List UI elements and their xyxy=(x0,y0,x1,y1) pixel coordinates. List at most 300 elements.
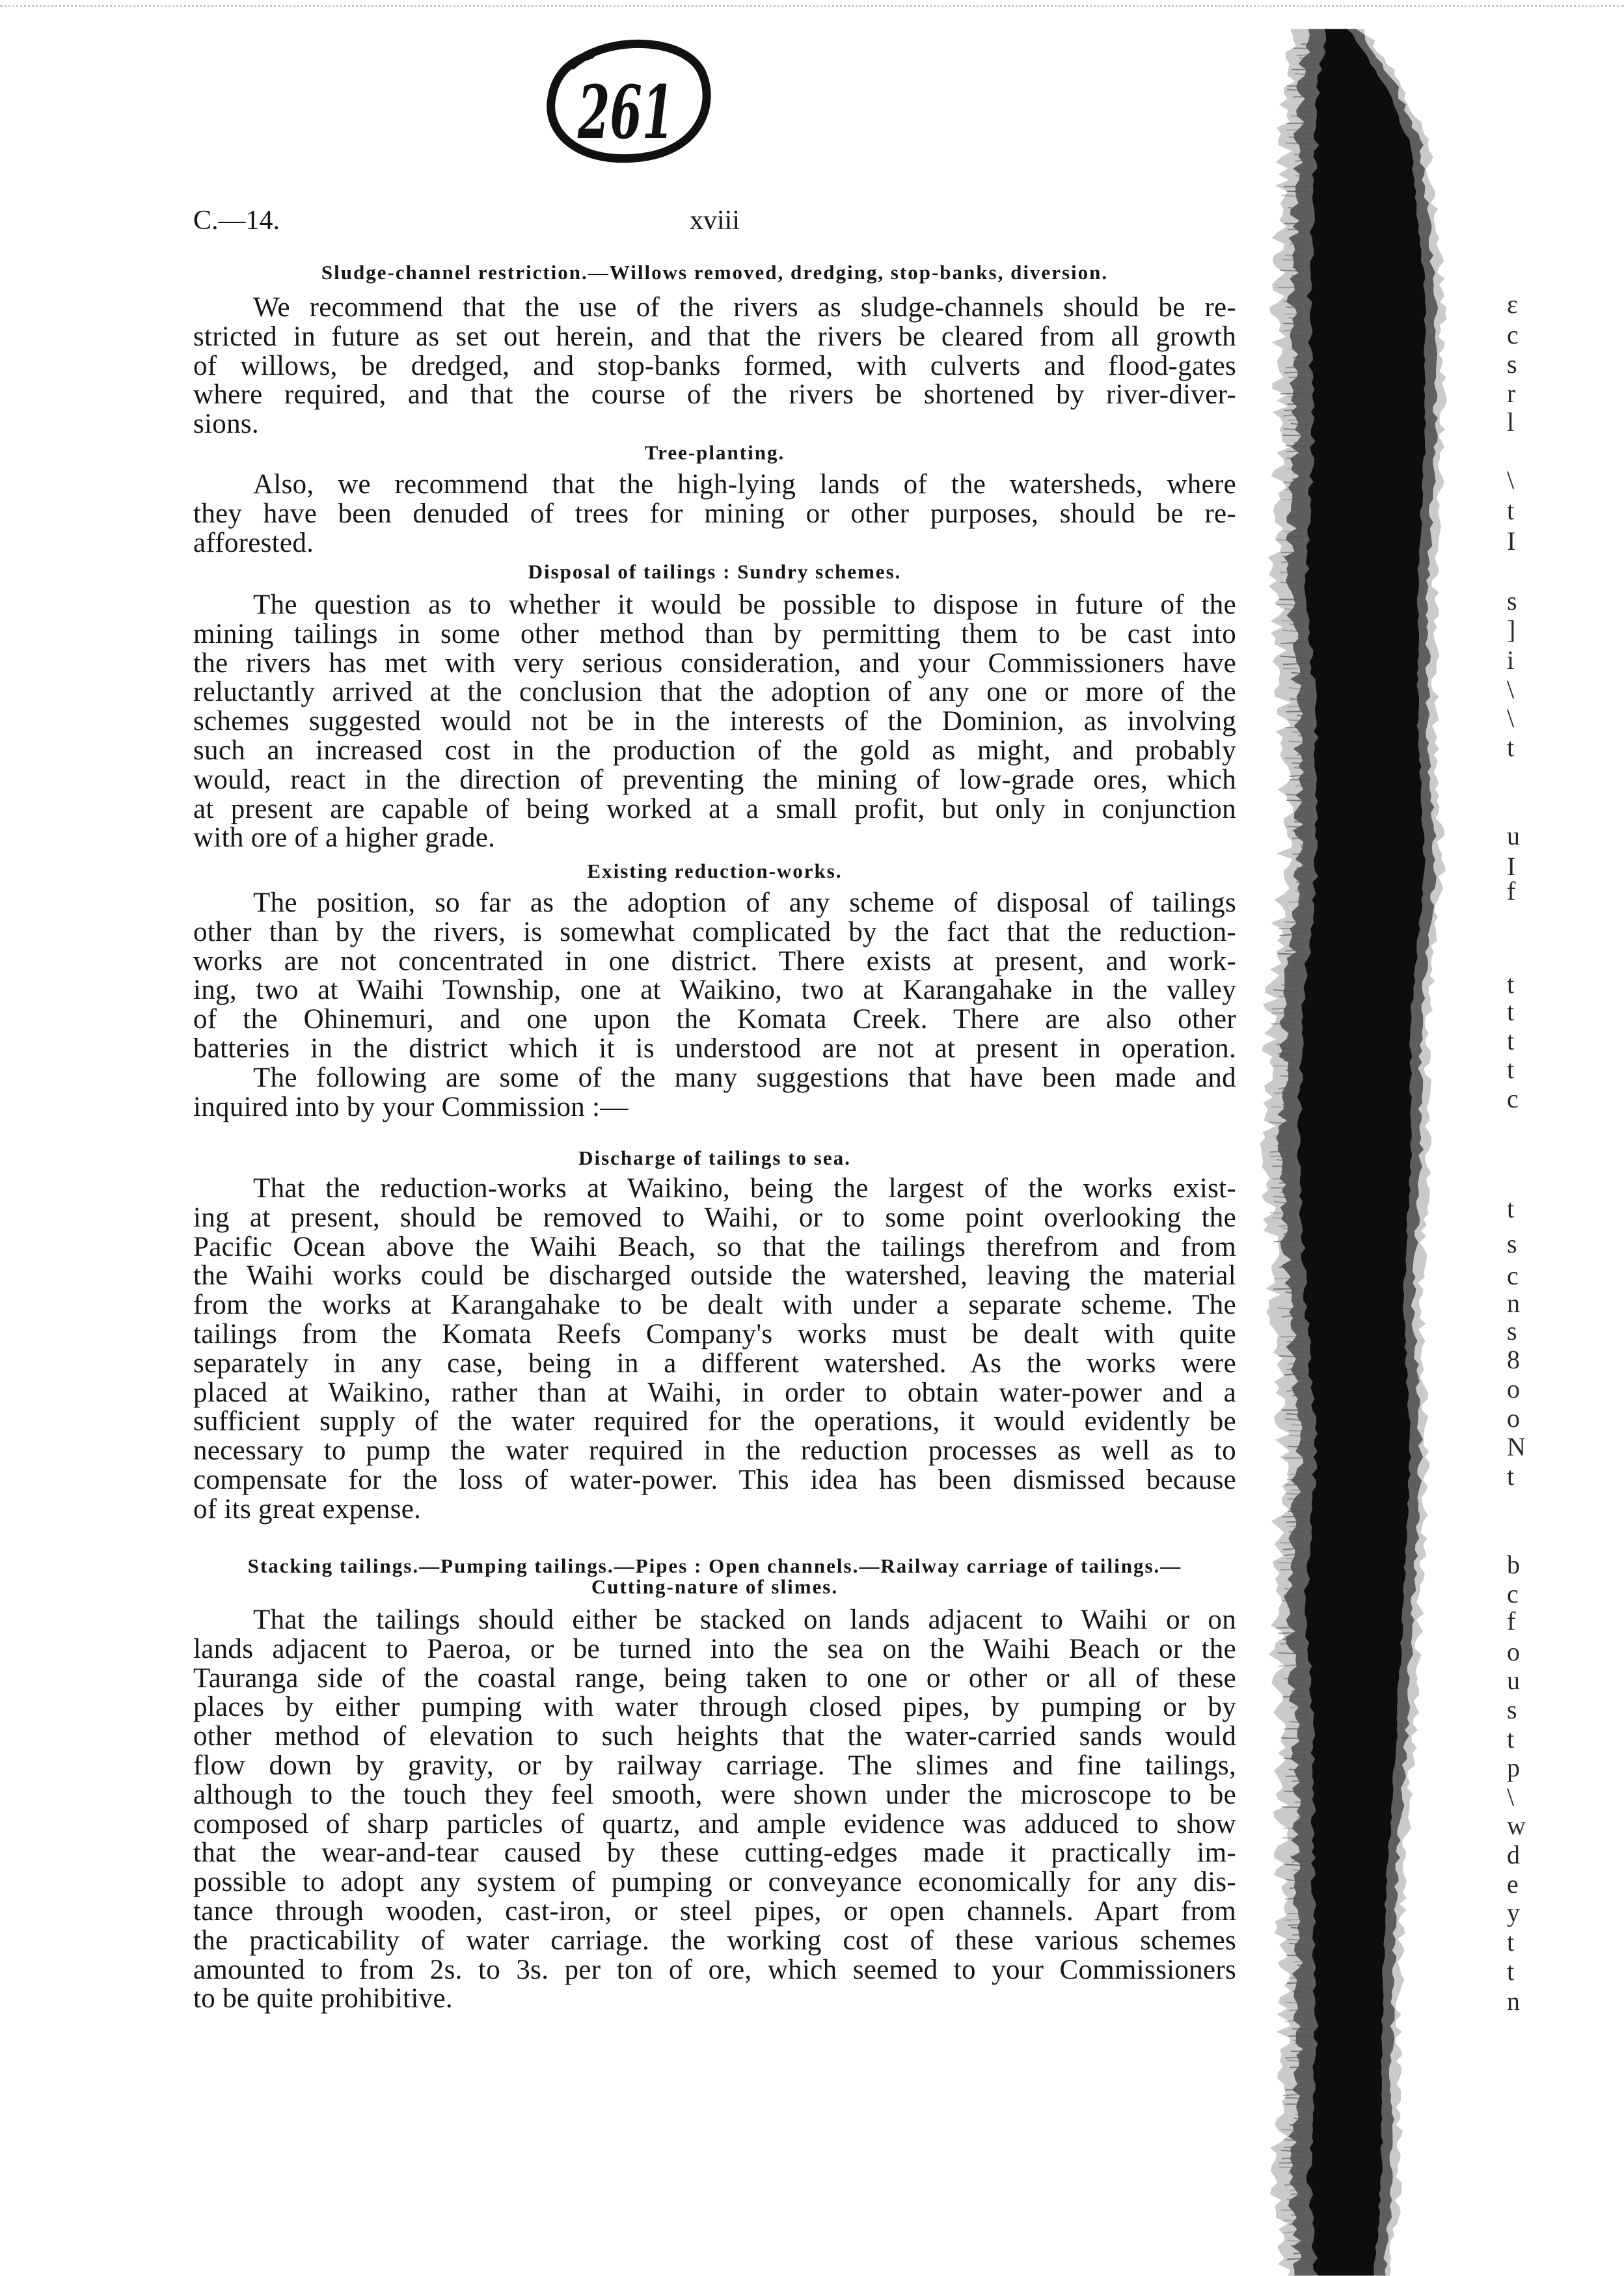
binding-shadow-hair xyxy=(1290,2125,1306,2126)
binding-shadow-hair xyxy=(1285,949,1303,951)
binding-shadow-hair xyxy=(1299,695,1308,696)
binding-shadow-hair xyxy=(1292,1250,1298,1251)
binding-shadow-hair xyxy=(1291,424,1308,425)
text-line: of willows, be dredged, and stop-banks formed, with culverts and flood-gates xyxy=(193,350,1236,381)
facing-page-fragment: l xyxy=(1507,407,1515,437)
binding-shadow-hair xyxy=(1295,1330,1302,1331)
binding-shadow-hair xyxy=(1296,1659,1303,1660)
binding-shadow-hair xyxy=(1281,552,1302,553)
binding-shadow-core xyxy=(1297,29,1426,2276)
binding-shadow-hair xyxy=(1301,843,1311,845)
text-line: of its great expense. xyxy=(193,1493,422,1524)
binding-shadow-hair xyxy=(1279,1632,1303,1633)
binding-shadow-hair xyxy=(1287,959,1301,960)
binding-shadow-hair xyxy=(1284,2139,1305,2141)
facing-page-fragment: c xyxy=(1507,320,1519,349)
binding-shadow-hair xyxy=(1292,340,1305,342)
binding-shadow-hair xyxy=(1301,1844,1307,1845)
facing-page-fragment: t xyxy=(1507,496,1515,525)
facing-page-fragment: p xyxy=(1507,1753,1520,1782)
binding-shadow-hair xyxy=(1277,1653,1303,1654)
binding-shadow-hair xyxy=(1283,664,1306,665)
binding-shadow-hair xyxy=(1272,1008,1297,1009)
binding-shadow-edge xyxy=(1277,29,1439,2276)
binding-shadow-hair xyxy=(1293,472,1306,473)
section-heading xyxy=(193,1556,1236,1597)
binding-shadow-hair xyxy=(1295,2136,1306,2137)
binding-shadow-hair xyxy=(1288,720,1310,722)
text-line: tance through wooden, cast-iron, or steel pipes, or open channels. Apart from xyxy=(193,1895,1236,1927)
text-line: The question as to whether it would be possible to dispose in future of the xyxy=(253,589,1236,620)
binding-shadow-hair xyxy=(1288,1034,1296,1035)
binding-shadow-hair xyxy=(1270,1156,1293,1157)
binding-shadow-hair xyxy=(1293,521,1303,522)
binding-shadow-hair xyxy=(1294,1299,1300,1300)
binding-shadow-hair xyxy=(1284,1679,1305,1681)
folio-circle xyxy=(551,44,707,158)
binding-shadow-hair xyxy=(1292,266,1305,267)
binding-shadow-hair xyxy=(1301,2083,1308,2085)
text-line: although to the touch they feel smooth, were shown under the microscope to be xyxy=(193,1779,1236,1810)
binding-shadow-hair xyxy=(1291,493,1305,494)
binding-shadow-hair xyxy=(1294,441,1307,443)
binding-shadow-hair xyxy=(1297,169,1309,170)
binding-shadow-hair xyxy=(1299,1755,1308,1756)
binding-shadow-hair xyxy=(1300,1797,1308,1798)
binding-shadow-hair xyxy=(1295,1377,1306,1379)
binding-shadow-hair xyxy=(1290,515,1304,517)
text-line: the rivers has met with very serious consideration, and your Commissioners have xyxy=(193,647,1236,679)
binding-shadow-hair xyxy=(1289,2035,1310,2037)
binding-shadow-hair xyxy=(1290,1615,1301,1617)
binding-shadow-hair xyxy=(1294,2118,1306,2120)
facing-page-fragment: I xyxy=(1507,526,1516,556)
binding-shadow-hair xyxy=(1278,1053,1295,1055)
page-number: xviii xyxy=(689,206,740,236)
binding-shadow-hair xyxy=(1295,1403,1307,1405)
binding-shadow-hair xyxy=(1292,1394,1306,1396)
binding-shadow-hair xyxy=(1277,604,1302,605)
binding-shadow-hair xyxy=(1298,735,1310,737)
binding-shadow-hair xyxy=(1290,699,1308,700)
binding-shadow-hair xyxy=(1289,137,1311,139)
facing-page-fragment: o xyxy=(1507,1374,1520,1403)
binding-shadow-hair xyxy=(1291,1606,1301,1607)
text-line: amounted to from 2s. to 3s. per ton of ore, which seemed to your Commissioners xyxy=(193,1954,1236,1985)
text-line: necessary to pump the water required in the reduction processes as well as to xyxy=(193,1435,1236,1467)
facing-page-fragment: 8 xyxy=(1507,1345,1520,1374)
binding-shadow-hair xyxy=(1282,1315,1301,1317)
binding-shadow-hair xyxy=(1284,1048,1295,1050)
binding-shadow-hair xyxy=(1283,1234,1297,1236)
binding-shadow-hair xyxy=(1282,2157,1305,2158)
binding-shadow-hair xyxy=(1274,1135,1294,1136)
binding-shadow-hair xyxy=(1281,2150,1305,2152)
text-line: composed of sharp particles of quartz, and ample evidence was adduced to show xyxy=(193,1808,1236,1839)
binding-shadow-hair xyxy=(1275,1278,1299,1279)
binding-shadow-hair xyxy=(1295,2114,1306,2115)
binding-shadow-hair xyxy=(1301,847,1310,849)
text-line: Pacific Ocean above the Waihi Beach, so that the tailings therefrom and from xyxy=(193,1231,1236,1262)
binding-shadow-hair xyxy=(1301,1442,1310,1443)
binding-shadow-hair xyxy=(1287,1479,1308,1480)
page-header xyxy=(193,206,1236,235)
binding-shadow-hair xyxy=(1296,1713,1306,1714)
binding-shadow-hair xyxy=(1286,191,1308,192)
binding-shadow-hair xyxy=(1293,2253,1308,2254)
text-line: placed at Waikino, rather than at Waihi, in order to obtain water-power and a xyxy=(193,1377,1236,1408)
binding-shadow-hair xyxy=(1276,1627,1302,1628)
text-line: batteries in the district which it is understood are not at present in operation. xyxy=(193,1033,1236,1064)
text-line: sions. xyxy=(193,409,259,440)
text-line: We recommend that the use of the rivers as sludge-channels should be re- xyxy=(253,292,1236,323)
binding-shadow-hair xyxy=(1281,985,1299,986)
binding-shadow-hair xyxy=(1277,539,1303,541)
binding-shadow-hair xyxy=(1301,1718,1306,1720)
binding-shadow-hair xyxy=(1286,128,1311,130)
binding-shadow-hair xyxy=(1292,1584,1301,1585)
binding-shadow-hair xyxy=(1284,1758,1307,1760)
section-heading xyxy=(193,861,1236,882)
text-line: at present are capable of being worked at a small profit, but only in conjunction xyxy=(193,793,1236,824)
binding-shadow-hair xyxy=(1301,1834,1308,1836)
binding-shadow-hair xyxy=(1284,2184,1304,2185)
binding-shadow-hair xyxy=(1293,2040,1310,2041)
facing-page-fragment: \ xyxy=(1507,703,1515,733)
binding-shadow-hair xyxy=(1283,414,1307,416)
text-line: would, react in the direction of preventing the mining of low-grade ores, which xyxy=(193,764,1236,795)
binding-shadow-hair xyxy=(1282,1103,1294,1105)
binding-shadow-hair xyxy=(1290,976,1301,977)
binding-shadow-hair xyxy=(1284,531,1303,532)
binding-shadow-hair xyxy=(1294,595,1301,596)
binding-shadow-hair xyxy=(1284,1728,1307,1729)
binding-shadow-hair xyxy=(1302,1908,1308,1910)
binding-shadow-hair xyxy=(1282,195,1308,197)
facing-page-fragment: c xyxy=(1507,1261,1519,1290)
binding-shadow-hair xyxy=(1295,1997,1310,1998)
text-line: sufficient supply of the water required for the operations, it would evidently be xyxy=(193,1406,1236,1437)
facing-page-fragment: t xyxy=(1507,997,1515,1026)
binding-shadow-hair xyxy=(1294,647,1305,649)
facing-page-fragment: I xyxy=(1507,852,1516,881)
binding-shadow-hair xyxy=(1283,323,1305,325)
facing-page-fragment: y xyxy=(1507,1898,1520,1927)
binding-shadow-hair xyxy=(1284,1828,1308,1829)
text-line: the Waihi works could be discharged outside the watershed, leaving the material xyxy=(193,1260,1236,1292)
binding-shadow-hair xyxy=(1296,1384,1306,1385)
text-line: That the tailings should either be stacked on lands adjacent to Waihi or on xyxy=(253,1605,1236,1635)
binding-shadow-hair xyxy=(1295,502,1304,504)
binding-shadow-hair xyxy=(1283,1548,1304,1550)
text-line: tailings from the Komata Reefs Company's works must be dealt with quite xyxy=(193,1318,1236,1349)
binding-shadow-hair xyxy=(1297,753,1311,755)
binding-shadow-hair xyxy=(1280,1336,1303,1337)
facing-page-fragment: b xyxy=(1507,1550,1520,1579)
binding-shadow-hair xyxy=(1290,1722,1307,1723)
binding-shadow-hair xyxy=(1287,981,1299,983)
binding-shadow-hair xyxy=(1281,2130,1306,2131)
binding-shadow-hair xyxy=(1273,1166,1293,1167)
binding-shadow-hair xyxy=(1276,1044,1295,1045)
binding-shadow-hair xyxy=(1288,1040,1296,1042)
binding-shadow-hair xyxy=(1280,393,1306,394)
binding-shadow-hair xyxy=(1300,2109,1307,2111)
binding-shadow-hair xyxy=(1303,112,1312,113)
binding-shadow-hair xyxy=(1299,462,1306,464)
binding-shadow-hair xyxy=(1285,1864,1308,1865)
binding-shadow-hair xyxy=(1286,568,1301,569)
text-line: other method of elevation to such heights that the water-carried sands would xyxy=(193,1721,1236,1752)
binding-shadow-hair xyxy=(1282,1246,1297,1248)
binding-shadow-hair xyxy=(1288,404,1307,405)
binding-shadow-hair xyxy=(1283,2231,1308,2232)
binding-shadow-hair xyxy=(1293,96,1312,97)
facing-page-fragment: s xyxy=(1507,1316,1517,1346)
facing-page-fragment: f xyxy=(1507,1606,1516,1636)
heading-line: Stacking tailings.—Pumping tailings.—Pipes : Open channels.—Railway carriage of tailings.— xyxy=(247,1554,1182,1577)
binding-shadow-hair xyxy=(1273,990,1298,992)
binding-shadow-hair xyxy=(1279,2167,1304,2168)
binding-shadow-hair xyxy=(1299,58,1316,59)
binding-shadow-hair xyxy=(1293,1903,1308,1904)
binding-shadow-hair xyxy=(1294,74,1314,75)
binding-shadow-hair xyxy=(1288,2240,1308,2242)
binding-shadow-hair xyxy=(1293,1991,1310,1993)
binding-shadow-hair xyxy=(1277,1159,1293,1161)
binding-shadow-hair xyxy=(1282,1837,1308,1839)
heading-line: Existing reduction-works. xyxy=(587,860,843,882)
text-line: places by either pumping with water through closed pipes, by pumping or by xyxy=(193,1692,1236,1723)
facing-page-fragment: s xyxy=(1507,586,1517,616)
binding-shadow-hair xyxy=(1287,1262,1298,1264)
binding-shadow-hair xyxy=(1286,1070,1295,1072)
binding-shadow-hair xyxy=(1274,1202,1295,1204)
text-line: schemes suggested would not be in the interests of the Dominion, as involving xyxy=(193,706,1236,737)
binding-shadow-hair xyxy=(1284,1919,1308,1921)
binding-shadow-hair xyxy=(1282,556,1301,558)
binding-shadow-hair xyxy=(1292,2029,1310,2030)
binding-shadow-hair xyxy=(1299,182,1309,183)
binding-shadow-hair xyxy=(1293,1869,1308,1871)
binding-shadow-hair xyxy=(1288,1435,1309,1437)
binding-shadow-hair xyxy=(1297,651,1306,653)
binding-shadow-hair xyxy=(1284,1589,1301,1591)
paragraph xyxy=(193,1606,1236,2014)
facing-page-fragment: \ xyxy=(1507,1782,1515,1811)
binding-shadow-hair xyxy=(1286,800,1310,801)
binding-shadow-halo xyxy=(1260,29,1447,2276)
binding-shadow-hair xyxy=(1296,880,1309,882)
binding-shadow-hair xyxy=(1287,2061,1309,2062)
binding-shadow-hair xyxy=(1298,1538,1305,1539)
binding-shadow-hair xyxy=(1282,630,1304,632)
binding-shadow-hair xyxy=(1291,116,1311,118)
text-line: possible to adopt any system of pumping or conveyance economically for any dis- xyxy=(193,1867,1236,1898)
binding-shadow-hair xyxy=(1301,1453,1310,1454)
binding-shadow-hair xyxy=(1283,1638,1303,1640)
facing-page-fragment: t xyxy=(1507,1026,1515,1055)
binding-shadow-hair xyxy=(1294,683,1307,684)
binding-shadow-hair xyxy=(1286,1493,1308,1495)
binding-shadow-hair xyxy=(1276,1138,1293,1140)
heading-line: Sludge-channel restriction.—Willows removed, dredging, stop-banks, diversion. xyxy=(321,261,1109,284)
paragraph xyxy=(193,1174,1236,1524)
binding-shadow-hair xyxy=(1280,642,1305,644)
binding-shadow-hair xyxy=(1301,65,1315,66)
binding-shadow-hair xyxy=(1287,826,1310,828)
binding-shadow-hair xyxy=(1300,677,1307,679)
binding-shadow-hair xyxy=(1269,1151,1293,1152)
binding-shadow-hair xyxy=(1285,922,1306,923)
text-line: works are not concentrated in one district. There exists at present, and work- xyxy=(193,945,1236,977)
binding-shadow-hair xyxy=(1281,562,1301,563)
binding-shadow-hair xyxy=(1280,1192,1295,1193)
binding-shadow-hair xyxy=(1282,260,1305,261)
text-line: stricted in future as set out herein, and that the rivers be cleared from all growth xyxy=(193,321,1236,352)
binding-shadow-hair xyxy=(1283,2094,1307,2096)
binding-shadow-hair xyxy=(1294,154,1310,155)
binding-shadow-hair xyxy=(1287,1368,1305,1370)
binding-shadow-hair xyxy=(1295,1612,1301,1613)
facing-page-fragment: e xyxy=(1507,1869,1519,1899)
binding-shadow-hair xyxy=(1270,1213,1295,1214)
paragraph xyxy=(193,889,1236,1064)
binding-shadow-hair xyxy=(1288,1924,1308,1925)
facing-page-fragment: N xyxy=(1507,1432,1526,1461)
binding-shadow-hair xyxy=(1286,1955,1309,1956)
binding-shadow-hair xyxy=(1288,1362,1305,1364)
binding-shadow-hair xyxy=(1273,1197,1295,1199)
text-line: compensate for the loss of water-power. This idea has been dismissed because xyxy=(193,1464,1236,1495)
binding-shadow-hair xyxy=(1282,1807,1307,1808)
binding-shadow-hair xyxy=(1280,1569,1303,1570)
paragraph xyxy=(193,293,1236,439)
binding-shadow-hair xyxy=(1269,1122,1294,1124)
binding-shadow-hair xyxy=(1294,361,1305,362)
binding-shadow-hair xyxy=(1291,1927,1308,1929)
folio-number: 261 xyxy=(577,70,674,156)
text-line: The following are some of the many suggestions that have been made and xyxy=(253,1063,1236,1093)
binding-shadow-hair xyxy=(1280,573,1301,574)
binding-shadow-hair xyxy=(1285,2089,1308,2091)
binding-shadow-hair xyxy=(1290,2067,1308,2068)
binding-shadow-hair xyxy=(1302,165,1310,167)
binding-shadow-hair xyxy=(1279,1664,1304,1666)
binding-shadow-hair xyxy=(1297,943,1303,944)
facing-page-fragment: t xyxy=(1507,1724,1515,1754)
facing-page-fragment: t xyxy=(1507,1055,1515,1084)
binding-shadow-hair xyxy=(1294,526,1303,527)
paragraph xyxy=(193,470,1236,558)
binding-shadow-hair xyxy=(1291,1320,1302,1321)
text-line: separately in any case, being in a different watershed. As the works were xyxy=(193,1348,1236,1379)
binding-shadow-hair xyxy=(1301,895,1308,896)
binding-shadow-hair xyxy=(1292,1622,1302,1623)
text-line: That the reduction-works at Waikino, being the largest of the works exist- xyxy=(253,1173,1236,1204)
binding-shadow-hair xyxy=(1290,1526,1305,1527)
binding-shadow-hair xyxy=(1293,356,1305,358)
binding-shadow-hair xyxy=(1289,741,1311,742)
binding-shadow-hair xyxy=(1292,1648,1303,1649)
facing-page-fragment: c xyxy=(1507,1084,1519,1113)
facing-page-fragment: s xyxy=(1507,349,1517,379)
binding-shadow-hair xyxy=(1292,938,1303,939)
binding-shadow-hair xyxy=(1294,1351,1303,1352)
binding-shadow-hair xyxy=(1301,1813,1308,1814)
binding-shadow-hair xyxy=(1289,1944,1308,1945)
binding-shadow-hair xyxy=(1285,2020,1310,2022)
binding-shadow-hair xyxy=(1295,1673,1304,1675)
binding-shadow-hair xyxy=(1286,711,1310,712)
paragraph xyxy=(193,1064,1236,1122)
binding-shadow-hair xyxy=(1296,2178,1304,2179)
binding-shadow-hair xyxy=(1289,688,1308,690)
binding-shadow-hair xyxy=(1302,2263,1310,2265)
binding-shadow-hair xyxy=(1290,2189,1305,2191)
binding-shadow-hair xyxy=(1291,1424,1308,1426)
facing-page-fragment: d xyxy=(1507,1840,1520,1869)
binding-shadow-hair xyxy=(1286,1209,1296,1210)
binding-shadow-hair xyxy=(1297,715,1310,716)
scan-edge-line xyxy=(0,5,1624,7)
heading-line: Disposal of tailings : Sundry schemes. xyxy=(528,560,902,583)
binding-shadow-hair xyxy=(1297,868,1311,870)
binding-shadow-hair xyxy=(1292,831,1310,833)
binding-shadow-hair xyxy=(1279,1356,1304,1357)
binding-shadow-hair xyxy=(1292,478,1306,480)
binding-shadow-hair xyxy=(1286,143,1310,144)
heading-line: Tree-planting. xyxy=(644,441,785,464)
binding-shadow-hair xyxy=(1291,1271,1299,1273)
facing-page-fragment: ] xyxy=(1507,615,1516,644)
binding-shadow-hair xyxy=(1286,1414,1308,1416)
facing-page-fragment: t xyxy=(1507,733,1515,762)
binding-shadow-hair xyxy=(1289,2224,1307,2226)
binding-shadow-hair xyxy=(1286,1880,1307,1882)
binding-shadow-hair xyxy=(1285,1418,1308,1420)
binding-shadow-hair xyxy=(1305,80,1313,81)
facing-page-fragment: i xyxy=(1507,645,1515,675)
binding-shadow-hair xyxy=(1297,218,1307,219)
binding-shadow-hair xyxy=(1273,1177,1294,1179)
binding-shadow-hair xyxy=(1297,249,1305,251)
binding-shadow-hair xyxy=(1280,934,1305,936)
binding-shadow-hair xyxy=(1292,1861,1308,1862)
binding-shadow-hair xyxy=(1285,1898,1308,1899)
facing-page-fragment: \ xyxy=(1507,675,1515,704)
binding-shadow-hair xyxy=(1292,211,1307,213)
binding-shadow-hair xyxy=(1295,297,1303,298)
binding-shadow-hair xyxy=(1288,1346,1303,1347)
binding-shadow-hair xyxy=(1286,367,1306,368)
binding-shadow-hair xyxy=(1291,2245,1308,2247)
binding-shadow-hair xyxy=(1290,244,1305,245)
binding-shadow-hair xyxy=(1283,330,1305,331)
text-line: Also, we recommend that the high-lying lands of the watersheds, where xyxy=(253,469,1236,500)
binding-shadow-hair xyxy=(1292,763,1311,765)
binding-shadow-hair xyxy=(1282,499,1305,500)
binding-shadow-hair xyxy=(1287,123,1311,124)
binding-shadow-hair xyxy=(1282,435,1308,436)
binding-shadow-hair xyxy=(1281,1738,1307,1739)
binding-shadow-hair xyxy=(1288,229,1306,230)
binding-shadow-hair xyxy=(1290,1855,1308,1856)
binding-shadow-hair xyxy=(1286,457,1306,459)
text-line: reluctantly arrived at the conclusion that the adoption of any one or more of the xyxy=(193,677,1236,708)
facing-page-fragment: t xyxy=(1507,1194,1515,1223)
binding-shadow-hair xyxy=(1295,1890,1308,1892)
